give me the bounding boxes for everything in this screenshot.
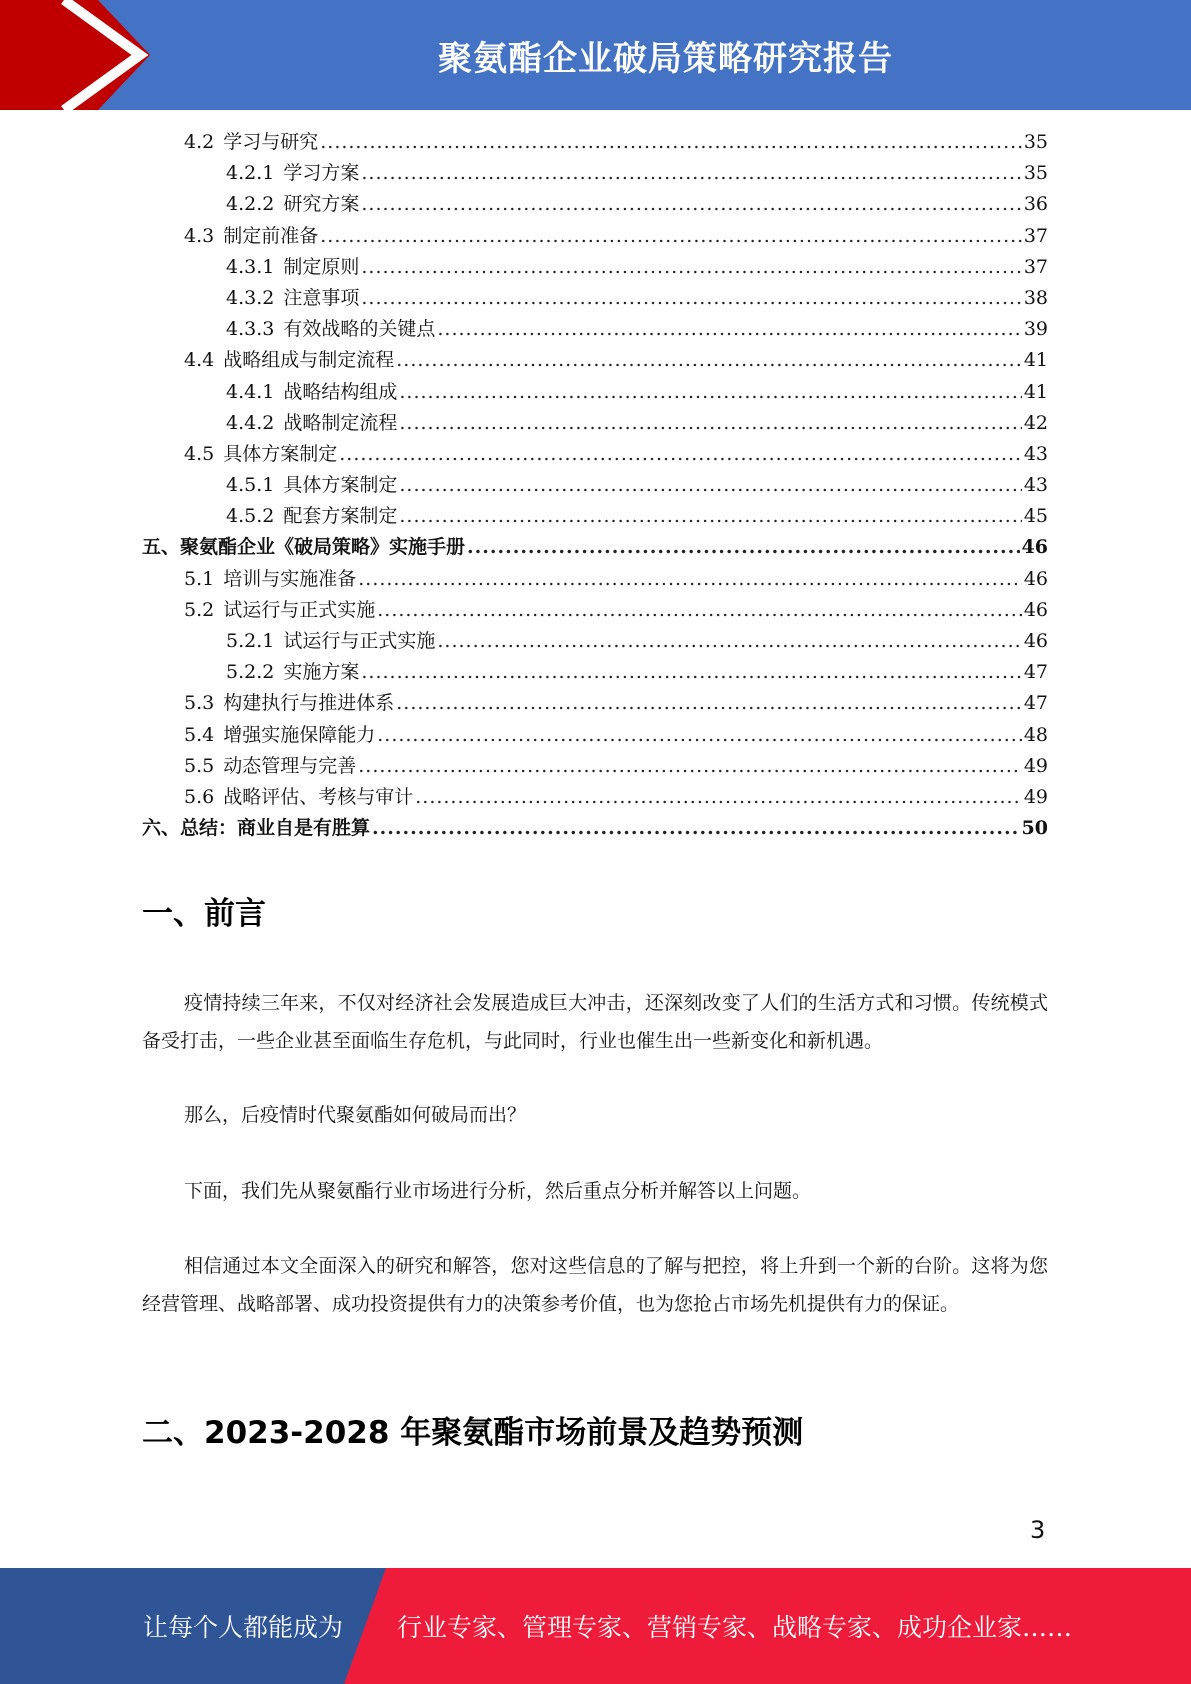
toc-leader-dots [467,536,1020,558]
toc-leader-dots [396,692,1022,714]
toc-entry-page: 35 [1023,162,1048,185]
toc-entry[interactable] [142,377,1048,408]
paragraph: 疫情持续三年来，不仅对经济社会发展造成巨大冲击，还深刻改变了人们的生活方式和习惯。传统模式备受打击，一些企业甚至面临生存危机，与此同时，行业也催生出一些新变化和新机遇。 [142,992,1048,1052]
toc-leader-dots [399,505,1021,527]
toc-entry-page: 42 [1023,411,1048,434]
toc-entry-number: 4.3 [184,224,215,247]
toc-entry-title: 研究方案 [283,193,360,216]
toc-entry-page: 41 [1023,349,1048,372]
toc-entry-number: 5.1 [184,567,215,590]
toc-leader-dots [377,724,1022,746]
toc-entry-number: 4.2 [184,131,215,153]
toc-entry-number: 4.2.1 [226,162,275,185]
toc-entry-title: 制定前准备 [223,224,319,247]
toc-leader-dots [396,349,1022,371]
toc-entry[interactable] [142,657,1048,688]
toc-entry-title: 五、聚氨酯企业《破局策略》实施手册 [142,536,466,559]
toc-entry-title: 战略结构组成 [283,380,398,403]
toc-entry-number: 5.2 [184,598,215,621]
toc-entry-page: 50 [1021,817,1048,840]
toc-entry-number: 4.4 [184,349,215,372]
toc-entry-page: 49 [1023,754,1048,777]
toc-entry[interactable] [142,158,1048,189]
toc-entry-title: 战略制定流程 [283,411,398,434]
footer-slogan-right: 行业专家、管理专家、营销专家、战略专家、成功企业家…… [397,1613,1073,1642]
toc-leader-dots [361,162,1021,184]
toc-entry[interactable] [142,501,1048,532]
toc-entry-page: 47 [1023,661,1048,684]
page-header [0,0,1191,110]
toc-entry-number: 4.4.2 [226,411,275,434]
toc-leader-dots [415,786,1022,808]
toc-leader-dots [320,131,1022,153]
toc-entry-number: 4.3.1 [226,255,275,278]
toc-entry-page: 49 [1023,785,1048,808]
page-number: 3 [1030,1516,1046,1544]
toc-entry-page: 35 [1023,131,1048,153]
toc-leader-dots [339,443,1022,465]
toc-entry[interactable] [142,720,1048,751]
toc-entry[interactable] [142,314,1048,345]
toc-entry-page: 36 [1023,193,1048,216]
toc-entry-title: 增强实施保障能力 [223,723,376,746]
toc-entry-title: 六、总结：商业自是有胜算 [142,817,371,840]
toc-entry[interactable] [142,189,1048,220]
toc-leader-dots [358,568,1022,590]
toc-leader-dots [361,287,1021,309]
toc-entry-title: 注意事项 [283,286,360,309]
section-heading-preface: 一、前言 [142,896,266,932]
toc-entry-title: 具体方案制定 [223,442,338,465]
toc-leader-dots [377,599,1022,621]
paragraph: 下面，我们先从聚氨酯行业市场进行分析，然后重点分析并解答以上问题。 [184,1180,812,1202]
toc-leader-dots [358,755,1022,777]
toc-leader-dots [372,817,1020,839]
toc-entry[interactable] [142,283,1048,314]
toc-entry[interactable] [142,408,1048,439]
toc-entry-title: 战略评估、考核与审计 [223,785,414,808]
toc-entry-number: 5.5 [184,754,215,777]
toc-entry[interactable] [142,595,1048,626]
toc-leader-dots [361,256,1021,278]
toc-entry[interactable] [142,470,1048,501]
toc-entry[interactable] [142,688,1048,719]
toc-entry-title: 学习方案 [283,162,360,185]
toc-entry-number: 4.5 [184,442,215,465]
toc-entry-title: 学习与研究 [223,131,319,153]
toc-entry[interactable] [142,221,1048,252]
toc-entry-page: 41 [1023,380,1048,403]
toc-entry-title: 试运行与正式实施 [223,598,376,621]
toc-entry-page: 38 [1023,286,1048,309]
toc-entry-title: 试运行与正式实施 [283,630,436,652]
toc-entry-page: 46 [1023,598,1048,621]
toc-entry[interactable] [142,252,1048,283]
toc-entry-page: 46 [1023,567,1048,590]
toc-entry-page: 37 [1023,255,1048,278]
toc-entry[interactable] [142,626,1048,657]
toc-entry-number: 4.5.2 [226,505,275,528]
toc-entry[interactable] [142,345,1048,376]
toc-leader-dots [437,318,1021,340]
toc-entry-page: 39 [1023,318,1048,341]
toc-entry-number: 5.4 [184,723,215,746]
toc-entry-page: 47 [1023,692,1048,715]
toc-leader-dots [361,661,1021,683]
toc-entry[interactable] [142,127,1048,158]
toc-entry[interactable] [142,813,1048,844]
toc-entry-page: 46 [1023,630,1048,652]
toc-leader-dots [361,193,1021,215]
paragraph: 那么，后疫情时代聚氨酯如何破局而出？ [184,1104,527,1126]
toc-entry-number: 5.3 [184,692,215,715]
toc-entry-title: 制定原则 [283,255,360,278]
toc-entry-page: 43 [1023,442,1048,465]
toc-leader-dots [399,381,1021,403]
toc-entry-number: 4.3.3 [226,318,275,341]
toc-entry-title: 培训与实施准备 [223,567,357,590]
toc-entry[interactable] [142,532,1048,563]
toc-entry-number: 4.5.1 [226,474,275,497]
toc-entry-page: 45 [1023,505,1048,528]
toc-entry[interactable] [142,564,1048,595]
toc-entry-title: 有效战略的关键点 [283,318,436,341]
header-chevron-icon [0,0,160,110]
toc-entry-page: 48 [1023,723,1048,746]
toc-entry[interactable] [142,439,1048,470]
toc-entry-number: 4.4.1 [226,380,275,403]
page-footer [0,1568,1191,1684]
toc-entry-title: 具体方案制定 [283,474,398,497]
toc-entry-number: 4.3.2 [226,286,275,309]
toc-leader-dots [399,474,1021,496]
toc-entry-title: 动态管理与完善 [223,754,357,777]
header-title: 聚氨酯企业破局策略研究报告 [438,38,893,79]
toc-entry[interactable] [142,751,1048,782]
toc-entry-title: 实施方案 [283,661,360,684]
table-of-contents [142,127,1048,844]
toc-entry-title: 配套方案制定 [283,505,398,528]
toc-entry-number: 5.2.2 [226,661,275,684]
toc-entry-number: 4.2.2 [226,193,275,216]
paragraph: 相信通过本文全面深入的研究和解答，您对这些信息的了解与把控，将上升到一个新的台阶。这将为您经营管理、战略部署、成功投资提供有力的决策参考价值，也为您抢占市场先机提供有力的保证。 [142,1255,1048,1315]
toc-entry-number: 5.2.1 [226,630,275,652]
toc-leader-dots [399,412,1021,434]
toc-entry-page: 37 [1023,224,1048,247]
footer-slogan-left: 让每个人都能成为 [143,1613,344,1642]
toc-leader-dots [437,630,1021,652]
toc-entry-title: 构建执行与推进体系 [223,692,395,715]
toc-entry-page: 46 [1021,536,1048,559]
toc-entry-page: 43 [1023,474,1048,497]
toc-entry-title: 战略组成与制定流程 [223,349,395,372]
toc-entry-number: 5.6 [184,785,215,808]
toc-entry[interactable] [142,782,1048,813]
section-heading-forecast: 二、2023-2028 年聚氨酯市场前景及趋势预测 [142,1415,804,1451]
toc-leader-dots [320,225,1022,247]
